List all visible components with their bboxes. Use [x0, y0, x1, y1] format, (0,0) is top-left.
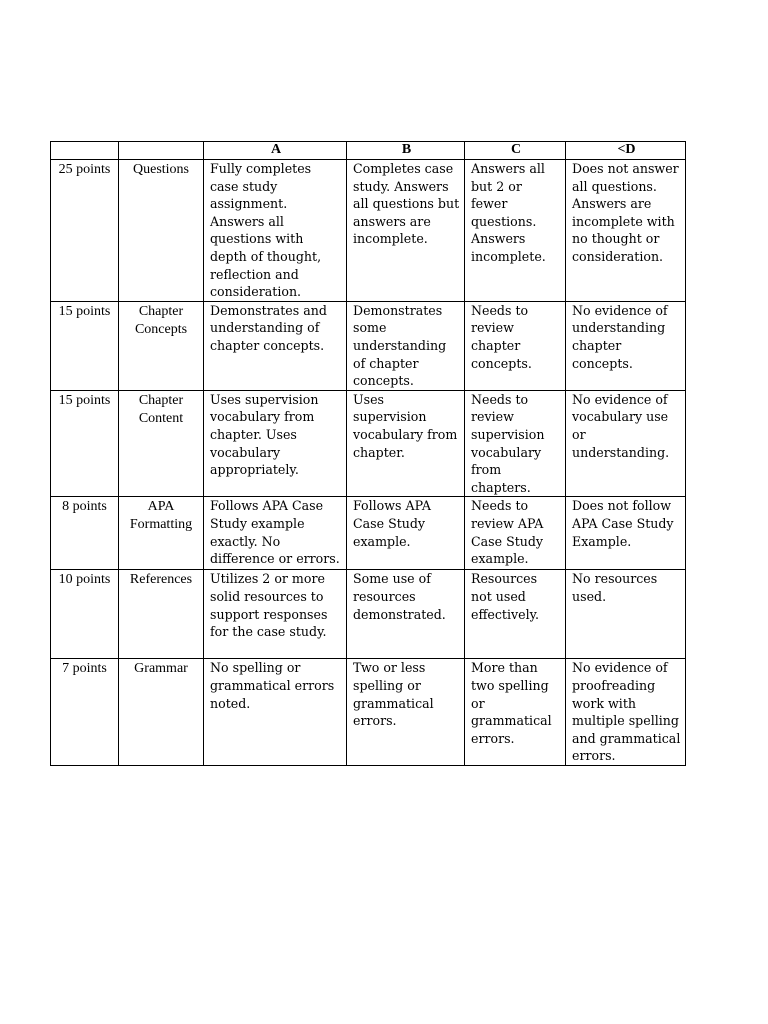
grade-d-cell: Does not answer all questions. Answers are incomplete with no thought or consideration. — [566, 160, 686, 302]
table-row — [51, 390, 686, 497]
points-cell: 8 points — [51, 497, 119, 570]
header-points — [51, 142, 119, 160]
grade-c-cell: Resources not used effectively. — [465, 570, 566, 659]
category-cell: References — [119, 570, 204, 659]
table-row — [51, 659, 686, 766]
points-cell: 15 points — [51, 301, 119, 390]
rubric-table — [50, 141, 686, 766]
points-cell: 15 points — [51, 390, 119, 497]
grade-a-cell: Fully completes case study assignment. Answers all questions with depth of thought, reflection and consideration. — [204, 160, 347, 302]
category-cell: Grammar — [119, 659, 204, 766]
grade-a-cell: No spelling or grammatical errors noted. — [204, 659, 347, 766]
grade-d-cell: No resources used. — [566, 570, 686, 659]
points-cell: 25 points — [51, 160, 119, 302]
grade-a-cell: Follows APA Case Study example exactly. No difference or errors. — [204, 497, 347, 570]
grade-a-cell: Utilizes 2 or more solid resources to support responses for the case study. — [204, 570, 347, 659]
grade-b-cell: Follows APA Case Study example. — [347, 497, 465, 570]
grade-d-cell: No evidence of proofreading work with multiple spelling and grammatical errors. — [566, 659, 686, 766]
grade-c-cell: More than two spelling or grammatical errors. — [465, 659, 566, 766]
grade-c-cell: Needs to review supervision vocabulary from chapters. — [465, 390, 566, 497]
category-cell: Questions — [119, 160, 204, 302]
grade-a-cell: Uses supervision vocabulary from chapter. Uses vocabulary appropriately. — [204, 390, 347, 497]
table-row — [51, 301, 686, 390]
grade-b-cell: Two or less spelling or grammatical errors. — [347, 659, 465, 766]
table-row — [51, 570, 686, 659]
category-cell: Chapter Content — [119, 390, 204, 497]
category-cell: Chapter Concepts — [119, 301, 204, 390]
header-grade-c: C — [465, 142, 566, 160]
table-row — [51, 160, 686, 302]
grade-d-cell: Does not follow APA Case Study Example. — [566, 497, 686, 570]
header-category — [119, 142, 204, 160]
header-grade-a: A — [204, 142, 347, 160]
header-row — [51, 142, 686, 160]
grade-a-cell: Demonstrates and understanding of chapter concepts. — [204, 301, 347, 390]
grade-d-cell: No evidence of vocabulary use or understanding. — [566, 390, 686, 497]
grade-b-cell: Uses supervision vocabulary from chapter. — [347, 390, 465, 497]
grade-d-cell: No evidence of understanding chapter concepts. — [566, 301, 686, 390]
points-cell: 10 points — [51, 570, 119, 659]
header-grade-b: B — [347, 142, 465, 160]
table-row — [51, 497, 686, 570]
points-cell: 7 points — [51, 659, 119, 766]
grade-c-cell: Answers all but 2 or fewer questions. Answers incomplete. — [465, 160, 566, 302]
grade-c-cell: Needs to review APA Case Study example. — [465, 497, 566, 570]
grade-c-cell: Needs to review chapter concepts. — [465, 301, 566, 390]
grade-b-cell: Completes case study. Answers all questions but answers are incomplete. — [347, 160, 465, 302]
header-grade-d: <D — [566, 142, 686, 160]
category-cell: APA Formatting — [119, 497, 204, 570]
grade-b-cell: Some use of resources demonstrated. — [347, 570, 465, 659]
grade-b-cell: Demonstrates some understanding of chapter concepts. — [347, 301, 465, 390]
